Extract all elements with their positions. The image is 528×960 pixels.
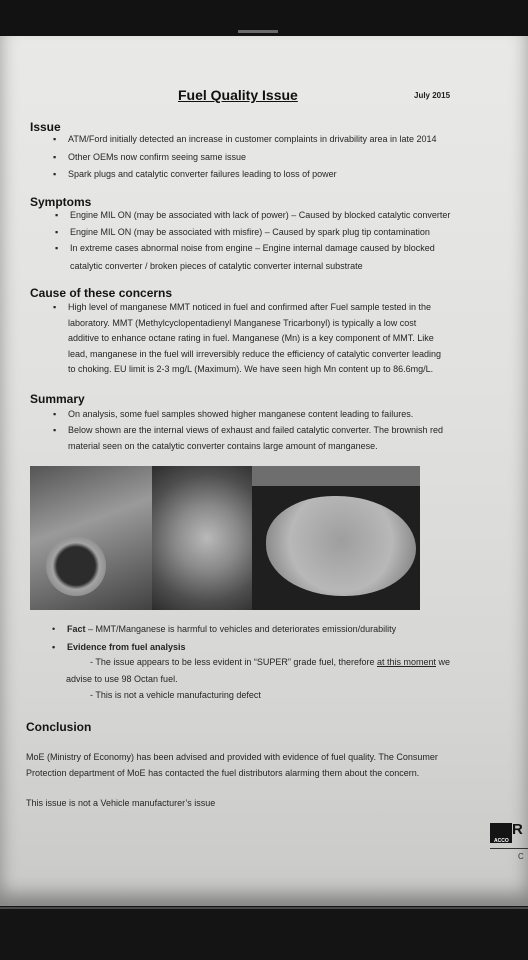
cause-bullet (53, 300, 432, 315)
evidence-text: we (436, 657, 451, 667)
summary-continuation: material seen on the catalytic converter contains large amount of manganese. (68, 441, 378, 451)
conclusion-line: MoE (Ministry of Economy) has been advised and provided with evidence of fuel quality. The Consumer (26, 752, 438, 762)
fact-label: Fact (67, 624, 86, 634)
bullet-icon: ▪ (53, 134, 57, 144)
evidence-bullet (52, 640, 186, 655)
bullet-icon: ▪ (53, 425, 57, 435)
evidence-line: advise to use 98 Octan fuel. (66, 674, 178, 684)
summary-bullet (53, 423, 444, 438)
staple-mark (238, 30, 278, 33)
catalytic-converter-photo (30, 466, 420, 610)
conclusion-final: This issue is not a Vehicle manufacturer’s issue (26, 798, 216, 808)
symptoms-bullet-text: In extreme cases abnormal noise from engine – Engine internal damage caused by blocked (70, 243, 435, 253)
symptoms-heading: Symptoms (30, 195, 92, 209)
symptoms-bullet (55, 225, 430, 240)
symptoms-continuation: catalytic converter / broken pieces of catalytic converter internal substrate (70, 261, 363, 271)
summary-bullet-text: On analysis, some fuel samples showed higher manganese content leading to failures. (68, 409, 414, 419)
evidence-line: - This is not a vehicle manufacturing defect (90, 690, 261, 700)
bullet-icon: • (52, 642, 56, 652)
company-logo-subtext: ACCO (494, 838, 509, 844)
document-date: July 2015 (414, 91, 451, 100)
conclusion-line: Protection department of MoE has contacted the fuel distributors alarming them about the concern. (26, 768, 420, 778)
evidence-text: - The issue appears to be less evident in “SUPER” grade fuel, therefore (90, 657, 377, 667)
issue-bullet-text: Other OEMs now confirm seeing same issue (68, 152, 247, 162)
issue-bullet-text: Spark plugs and catalytic converter failures leading to loss of power (68, 169, 337, 179)
symptoms-bullet (55, 208, 451, 223)
cause-line: laboratory. MMT (Methylcyclopentadienyl Manganese Tricarbonyl) is typically a low cost (68, 318, 417, 328)
issue-bullet (53, 132, 437, 147)
bullet-icon: ▪ (53, 302, 57, 312)
evidence-line (90, 655, 450, 670)
exhaust-pipe-image (46, 536, 106, 596)
summary-heading: Summary (30, 392, 85, 406)
converter-inlet-image (152, 466, 252, 610)
footer-fragment: C (518, 852, 524, 861)
bullet-icon: ▪ (53, 169, 57, 179)
substrate-face (266, 496, 416, 596)
document-title: Fuel Quality Issue (178, 87, 298, 103)
cause-line: High level of manganese MMT noticed in fuel and confirmed after Fuel sample tested in the (68, 302, 432, 312)
conclusion-heading: Conclusion (26, 720, 92, 734)
bullet-icon: ▪ (55, 227, 59, 237)
issue-heading: Issue (30, 120, 61, 134)
photo-bottom-shadow (0, 906, 528, 960)
bullet-icon: ▪ (55, 243, 59, 253)
issue-bullet (53, 150, 247, 165)
symptoms-bullet-text: Engine MIL ON (may be associated with lack of power) – Caused by blocked catalytic converter (70, 210, 451, 220)
cause-heading: Cause of these concerns (30, 286, 173, 300)
issue-bullet (53, 167, 337, 182)
summary-bullet-text: Below shown are the internal views of exhaust and failed catalytic converter. The brownish red (68, 425, 444, 435)
fact-bullet (52, 622, 397, 637)
cause-line: to choking. EU limit is 2-3 mg/L (Maximum). We have seen high Mn content up to 86.6mg/L. (68, 364, 434, 374)
bullet-icon: ▪ (53, 409, 57, 419)
bullet-icon: • (52, 624, 56, 634)
bullet-icon: ▪ (55, 210, 59, 220)
symptoms-bullet (55, 241, 435, 256)
evidence-underlined-text: at this moment (377, 657, 437, 667)
issue-bullet-text: ATM/Ford initially detected an increase in customer complaints in drivability area in late 2014 (68, 134, 437, 144)
fact-text: – MMT/Manganese is harmful to vehicles and deteriorates emission/durability (85, 624, 397, 634)
footer-rule (490, 848, 528, 849)
company-logo-letter: R (512, 821, 523, 838)
bullet-icon: ▪ (53, 152, 57, 162)
paper-edge-line (0, 907, 528, 909)
summary-bullet (53, 407, 414, 422)
converter-substrate-image (252, 486, 420, 610)
evidence-label: Evidence from fuel analysis (67, 642, 186, 652)
cause-line: lead, manganese in the fuel will irreversibly reduce the efficiency of catalytic converter leading (68, 349, 442, 359)
cause-line: additive to enhance octane rating in fuel. Manganese (Mn) is a key component of MMT. Like (68, 333, 434, 343)
symptoms-bullet-text: Engine MIL ON (may be associated with misfire) – Caused by spark plug tip contamination (70, 227, 430, 237)
